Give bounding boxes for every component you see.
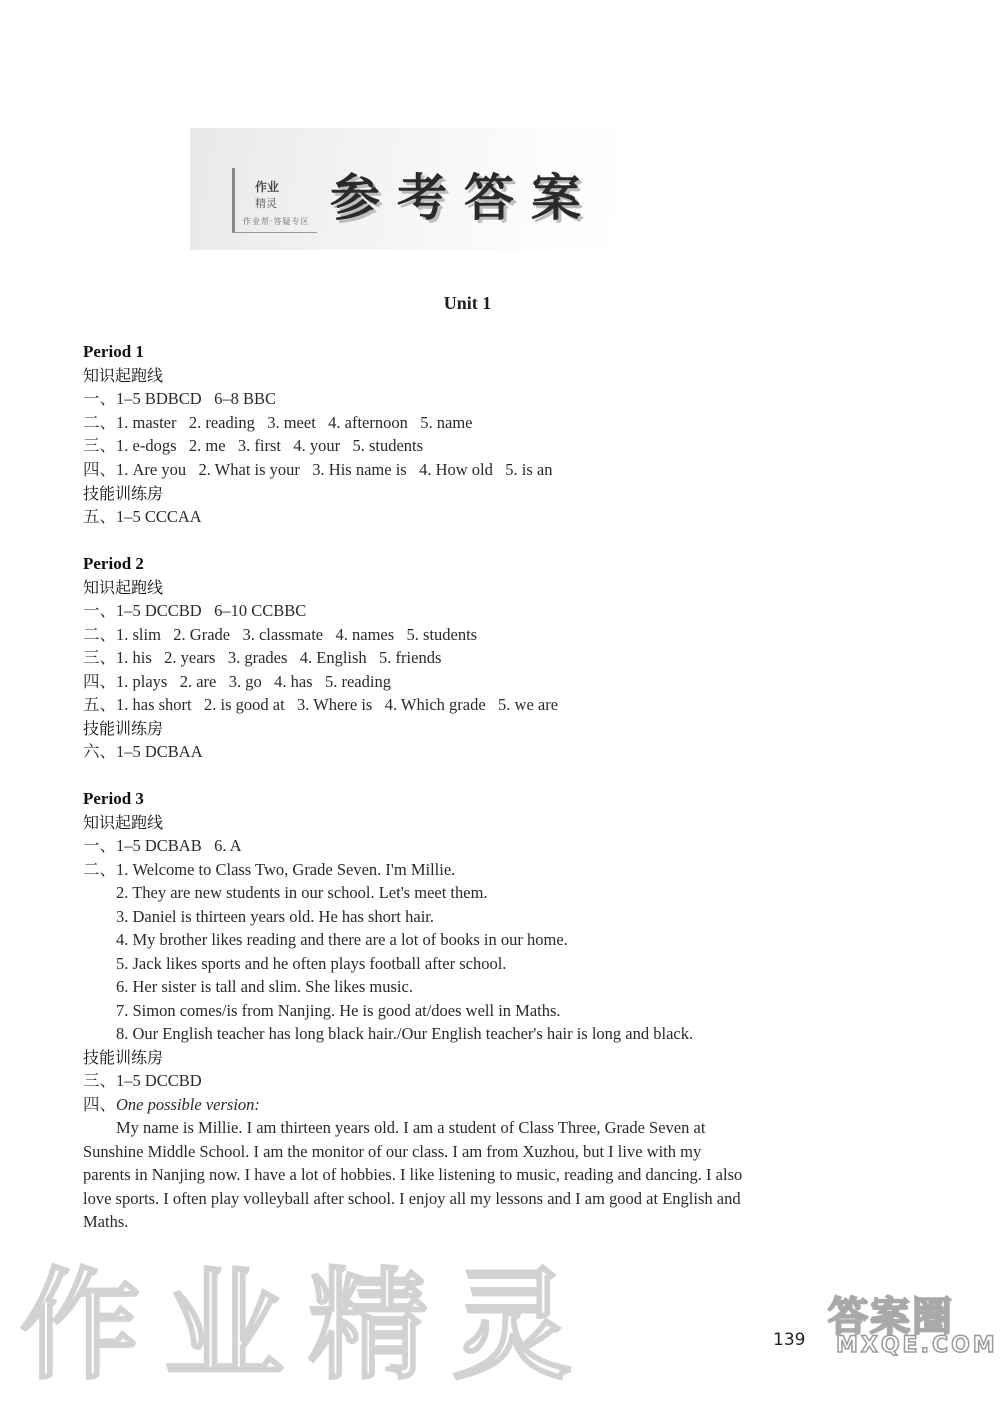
logo-text-line2: 精灵 bbox=[255, 197, 277, 210]
sentence-line: 8. Our English teacher has long black hair./Our English teacher's hair is long and black. bbox=[116, 1024, 694, 1043]
answer-line: 一、1–5 BDBCD 6–8 BBC bbox=[83, 389, 276, 408]
answer-line: 五、1–5 CCCAA bbox=[83, 507, 202, 526]
answer-line: 三、1. e-dogs 2. me 3. first 4. your 5. students bbox=[83, 436, 424, 455]
publisher-logo bbox=[232, 168, 317, 233]
section-heading: 知识起跑线 bbox=[83, 578, 164, 597]
sentence-line: 6. Her sister is tall and slim. She likes music. bbox=[116, 977, 413, 996]
item-number: 四、 bbox=[83, 1095, 116, 1114]
period-heading: Period 3 bbox=[83, 789, 144, 808]
sentence-line: 3. Daniel is thirteen years old. He has short hair. bbox=[116, 907, 435, 926]
sentence-line: 2. They are new students in our school. Let's meet them. bbox=[116, 883, 488, 902]
version-label: One possible version: bbox=[116, 1095, 260, 1114]
essay-line: love sports. I often play volleyball after school. I enjoy all my lessons and I am good at English and bbox=[83, 1189, 741, 1208]
site-logo-url: MXQE.COM bbox=[836, 1333, 998, 1358]
section-heading: 技能训练房 bbox=[83, 719, 164, 738]
answer-line: 六、1–5 DCBAA bbox=[83, 742, 203, 761]
answer-line: 四、1. plays 2. are 3. go 4. has 5. reading bbox=[83, 672, 391, 691]
section-heading: 知识起跑线 bbox=[83, 813, 164, 832]
site-watermark-logo bbox=[828, 1285, 998, 1360]
unit-title: Unit 1 bbox=[443, 293, 492, 313]
sentence-line: 5. Jack likes sports and he often plays football after school. bbox=[116, 954, 507, 973]
answer-line: 二、1. slim 2. Grade 3. classmate 4. names 5. students bbox=[83, 625, 478, 644]
essay-line: Maths. bbox=[83, 1212, 129, 1231]
answer-line: 一、1–5 DCBAB 6. A bbox=[83, 836, 242, 855]
answer-line: 三、1. his 2. years 3. grades 4. English 5. friends bbox=[83, 648, 442, 667]
page-number: 139 bbox=[773, 1330, 806, 1350]
logo-text-line3: 作业帮·答疑专区 bbox=[243, 217, 310, 226]
site-logo-text: 答案圈 bbox=[828, 1294, 954, 1340]
period-heading: Period 2 bbox=[83, 554, 144, 573]
essay-line: My name is Millie. I am thirteen years old. I am a student of Class Three, Grade Seven at bbox=[116, 1118, 706, 1137]
answer-line bbox=[83, 1093, 260, 1117]
answer-line: 二、1. Welcome to Class Two, Grade Seven. I'm Millie. bbox=[83, 860, 456, 879]
section-heading: 技能训练房 bbox=[83, 484, 164, 503]
essay-line: Sunshine Middle School. I am the monitor of our class. I am from Xuzhou, but I live with my bbox=[83, 1142, 702, 1161]
page-title: 参考答案 bbox=[330, 169, 598, 227]
sentence-line: 4. My brother likes reading and there are a lot of books in our home. bbox=[116, 930, 568, 949]
answer-line: 四、1. Are you 2. What is your 3. His name is 4. How old 5. is an bbox=[83, 460, 553, 479]
watermark: 作业精灵 bbox=[20, 1255, 596, 1396]
sentence-line: 7. Simon comes/is from Nanjing. He is good at/does well in Maths. bbox=[116, 1001, 561, 1020]
logo-text-line1: 作业 bbox=[255, 180, 280, 194]
essay-line: parents in Nanjing now. I have a lot of hobbies. I like listening to music, reading and dancing. I also bbox=[83, 1165, 743, 1184]
section-heading: 技能训练房 bbox=[83, 1048, 164, 1067]
period-heading: Period 1 bbox=[83, 342, 144, 361]
answer-line: 二、1. master 2. reading 3. meet 4. afternoon 5. name bbox=[83, 413, 473, 432]
answer-line: 三、1–5 DCCBD bbox=[83, 1071, 202, 1090]
answer-line: 五、1. has short 2. is good at 3. Where is 4. Which grade 5. we are bbox=[83, 695, 559, 714]
answer-line: 一、1–5 DCCBD 6–10 CCBBC bbox=[83, 601, 307, 620]
section-heading: 知识起跑线 bbox=[83, 366, 164, 385]
